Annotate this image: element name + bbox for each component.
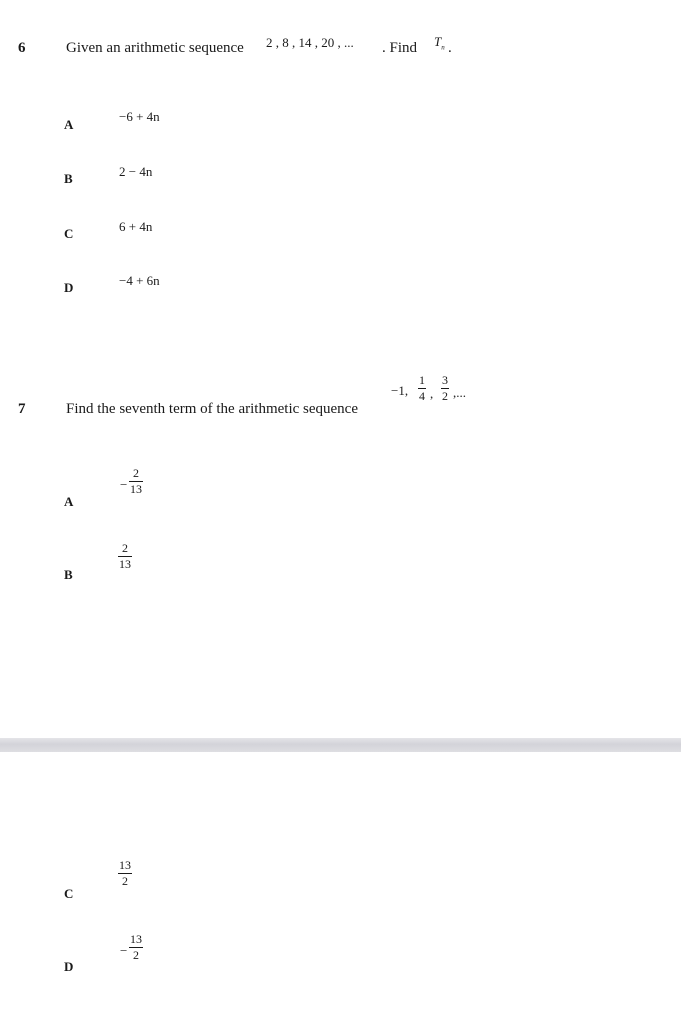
q7-option-c-fraction [118,859,132,888]
q7-option-c-num: 13 [119,858,131,872]
question-6-sequence: 2 , 8 , 14 , 20 , ... [266,35,354,50]
q7-option-a-num: 2 [133,466,139,480]
question-7-seq-fraction-1 [418,374,426,403]
q7-option-d-fraction [129,933,143,962]
q7-option-b-den: 13 [119,557,131,571]
question-7-seq-fraction-1-den: 4 [419,389,425,403]
q7-option-b-letter[interactable]: B [64,567,73,582]
q6-option-d-letter[interactable]: D [64,280,74,295]
q6-option-c-letter[interactable]: C [64,226,74,241]
question-6-target [434,34,445,52]
question-7-seq-fraction-2-num: 3 [442,373,448,387]
question-7-seq-sep: , [430,386,434,401]
q6-option-b-expr: 2 − 4n [119,164,153,179]
question-7-seq-first: −1, [391,383,409,398]
q7-option-a-letter[interactable]: A [64,494,74,509]
question-7-seq-fraction-2-den: 2 [442,389,448,403]
question-6-find-label: . Find [382,40,418,56]
q7-option-a-sign: − [120,477,128,492]
q7-option-c-letter[interactable]: C [64,886,74,901]
q6-option-a-letter[interactable]: A [64,117,74,132]
question-7-seq-tail: ,... [453,385,466,400]
q6-option-b-letter[interactable]: B [64,171,73,186]
q7-option-d-sign: − [120,943,128,958]
q7-option-d-num: 13 [130,932,142,946]
q7-option-a-den: 13 [130,482,142,496]
q7-option-b-num: 2 [122,541,128,555]
q7-option-c-den: 2 [122,874,128,888]
q7-option-d-den: 2 [133,948,139,962]
q7-option-d-letter[interactable]: D [64,959,74,974]
q7-option-a-fraction [129,467,143,496]
q7-option-b-fraction [118,542,132,571]
q6-option-d-expr: −4 + 6n [119,273,160,288]
question-7-seq-fraction-1-num: 1 [419,373,425,387]
question-6-target-subscript: n [441,43,445,52]
question-6-target-end: . [448,40,452,56]
question-6-number: 6 [18,40,26,56]
question-6-target-symbol: T [434,34,442,49]
q6-option-a-expr: −6 + 4n [119,109,160,124]
q6-option-c-expr: 6 + 4n [119,219,153,234]
question-7-text: Find the seventh term of the arithmetic sequence [66,401,358,417]
question-7-number: 7 [18,401,26,417]
question-7-seq-fraction-2 [441,374,449,403]
page-break-divider [0,738,681,752]
question-6-text: Given an arithmetic sequence [66,40,244,56]
